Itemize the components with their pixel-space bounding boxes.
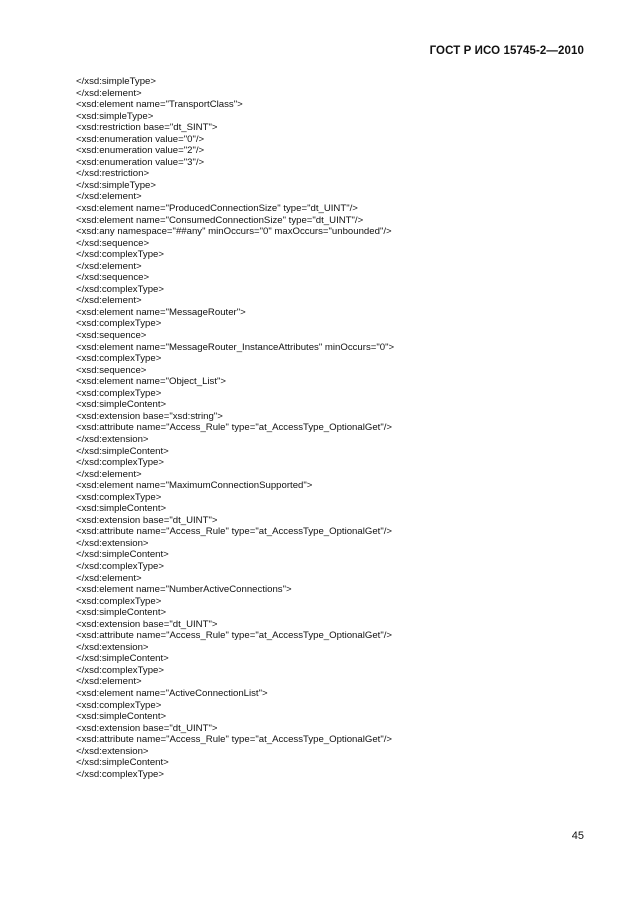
code-line: <xsd:sequence> <box>76 364 147 376</box>
code-line: </xsd:complexType> <box>76 457 164 469</box>
code-line: <xsd:complexType> <box>76 595 162 607</box>
code-line: <xsd:complexType> <box>76 318 162 330</box>
code-line: </xsd:element> <box>76 295 142 307</box>
code-line: <xsd:element name="NumberActiveConnections"> <box>76 584 292 596</box>
code-line: <xsd:element name="MessageRouter_InstanceAttributes" minOccurs="0"> <box>76 341 395 353</box>
code-line: <xsd:any namespace="##any" minOccurs="0" maxOccurs="unbounded"/> <box>76 226 392 238</box>
code-line: <xsd:simpleContent> <box>76 607 167 619</box>
code-line: <xsd:enumeration value="3"/> <box>76 156 205 168</box>
code-line: <xsd:attribute name="Access_Rule" type="at_AccessType_OptionalGet"/> <box>76 422 392 434</box>
code-line: <xsd:element name="MaximumConnectionSupported"> <box>76 480 313 492</box>
code-line: </xsd:sequence> <box>76 272 150 284</box>
code-line: <xsd:simpleType> <box>76 110 154 122</box>
xsd-code-listing <box>76 76 596 780</box>
code-line: <xsd:element name="MessageRouter"> <box>76 306 246 318</box>
code-line: </xsd:extension> <box>76 641 149 653</box>
code-line: </xsd:element> <box>76 191 142 203</box>
code-line: </xsd:element> <box>76 468 142 480</box>
code-line: <xsd:element name="ActiveConnectionList"> <box>76 687 268 699</box>
code-line: </xsd:complexType> <box>76 249 164 261</box>
code-line: <xsd:complexType> <box>76 387 162 399</box>
code-line: <xsd:extension base="dt_UINT"> <box>76 514 218 526</box>
code-line: </xsd:simpleContent> <box>76 757 169 769</box>
code-line: <xsd:restriction base="dt_SINT"> <box>76 122 218 134</box>
code-line: </xsd:simpleContent> <box>76 653 169 665</box>
code-line: <xsd:simpleContent> <box>76 711 167 723</box>
code-line: <xsd:complexType> <box>76 491 162 503</box>
code-line: <xsd:simpleContent> <box>76 399 167 411</box>
code-line: <xsd:attribute name="Access_Rule" type="at_AccessType_OptionalGet"/> <box>76 734 392 746</box>
code-line: </xsd:extension> <box>76 745 149 757</box>
code-line: </xsd:simpleType> <box>76 179 156 191</box>
code-line: </xsd:complexType> <box>76 283 164 295</box>
code-line: </xsd:simpleType> <box>76 76 156 87</box>
code-line: </xsd:element> <box>76 260 142 272</box>
code-line: </xsd:extension> <box>76 537 149 549</box>
code-line: <xsd:complexType> <box>76 699 162 711</box>
code-line: </xsd:element> <box>76 572 142 584</box>
code-line: <xsd:element name="ProducedConnectionSize" type="dt_UINT"/> <box>76 203 358 215</box>
code-line: </xsd:restriction> <box>76 168 150 180</box>
code-line: <xsd:attribute name="Access_Rule" type="at_AccessType_OptionalGet"/> <box>76 630 392 642</box>
code-line: </xsd:sequence> <box>76 237 150 249</box>
code-line: <xsd:enumeration value="2"/> <box>76 145 205 157</box>
code-line: </xsd:simpleContent> <box>76 549 169 561</box>
code-line: <xsd:element name="TransportClass"> <box>76 99 243 111</box>
code-line: </xsd:element> <box>76 87 142 99</box>
code-line: <xsd:extension base="dt_UINT"> <box>76 722 218 734</box>
code-line: <xsd:sequence> <box>76 330 147 342</box>
code-line: <xsd:complexType> <box>76 353 162 365</box>
code-line: </xsd:complexType> <box>76 560 164 572</box>
code-line: <xsd:enumeration value="0"/> <box>76 133 205 145</box>
page-number: 45 <box>571 830 584 842</box>
code-line: <xsd:element name="ConsumedConnectionSize" type="dt_UINT"/> <box>76 214 364 226</box>
document-header: ГОСТ Р ИСО 15745-2—2010 <box>429 45 584 57</box>
code-line: </xsd:element> <box>76 676 142 688</box>
code-line: </xsd:simpleContent> <box>76 445 169 457</box>
code-line: </xsd:extension> <box>76 433 149 445</box>
code-line: <xsd:simpleContent> <box>76 503 167 515</box>
code-line: </xsd:complexType> <box>76 664 164 676</box>
code-line: <xsd:extension base="xsd:string"> <box>76 410 223 422</box>
code-line: <xsd:element name="Object_List"> <box>76 376 227 388</box>
code-line: <xsd:attribute name="Access_Rule" type="at_AccessType_OptionalGet"/> <box>76 526 392 538</box>
code-line: </xsd:complexType> <box>76 768 164 780</box>
code-line: <xsd:extension base="dt_UINT"> <box>76 618 218 630</box>
